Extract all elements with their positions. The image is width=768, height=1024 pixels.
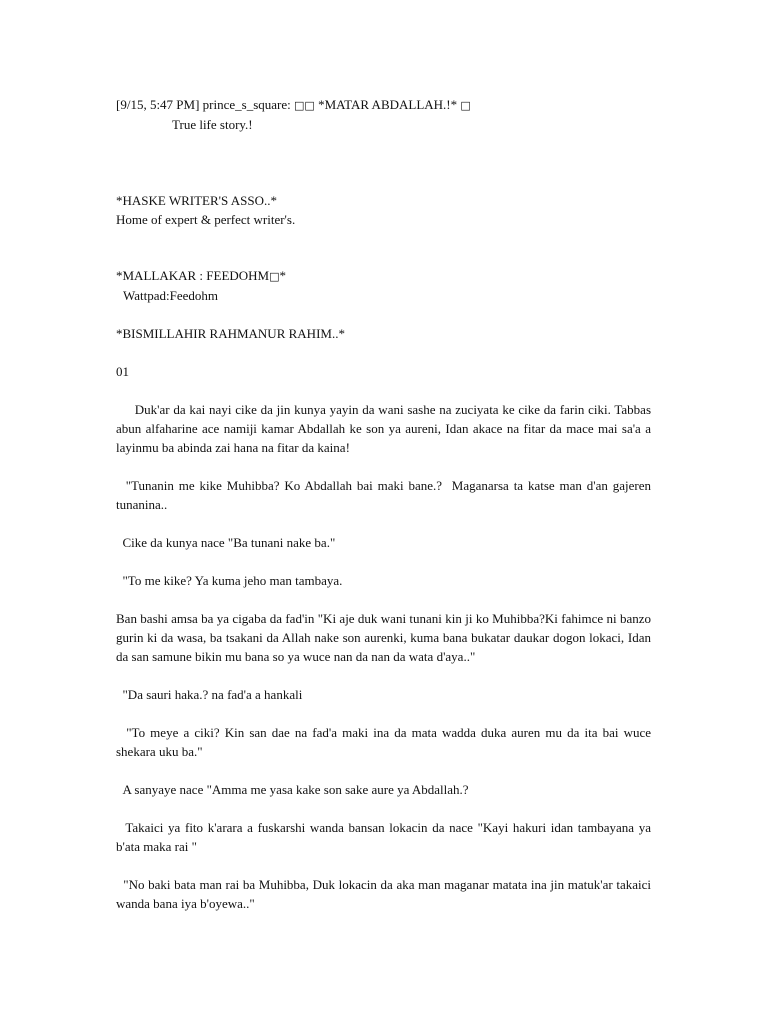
story-paragraph: Cike da kunya nace "Ba tunani nake ba." xyxy=(116,535,336,550)
header-line xyxy=(116,95,651,115)
story-subtitle: True life story.! xyxy=(172,117,253,132)
spacer xyxy=(116,457,651,476)
author-glyph-icon: □ xyxy=(269,270,280,283)
story-paragraph: "No baki bata man rai ba Muhibba, Duk lokacin da aka man maganar matata ina jin matuk'ar takaici wanda bana iya b'oyewa.." xyxy=(116,877,655,911)
story-paragraph: "To meye a ciki? Kin san dae na fad'a maki ina da mata wadda duka auren mu da ita bai wuce shekara uku ba." xyxy=(116,725,655,759)
spacer xyxy=(116,552,651,571)
story-paragraph: A sanyaye nace "Amma me yasa kake son sake aure ya Abdallah.? xyxy=(116,782,469,797)
association-tagline: Home of expert & perfect writer's. xyxy=(116,212,296,227)
title-glyph-icon: □□ xyxy=(294,99,315,112)
association-name: *HASKE WRITER'S ASSO..* xyxy=(116,193,278,208)
story-paragraph: "Da sauri haka.? na fad'a a hankali xyxy=(116,687,303,702)
timestamp-line: [9/15, 5:47 PM] prince_s_square: xyxy=(116,97,295,112)
story-paragraph: Takaici ya fito k'arara a fuskarshi wanda bansan lokacin da nace "Kayi hakuri idan tambayana ya b'ata maka rai " xyxy=(116,820,655,854)
title-end-glyph-icon: □ xyxy=(460,99,471,112)
spacer xyxy=(116,856,651,875)
basmala: *BISMILLAHIR RAHMANUR RAHIM..* xyxy=(116,326,345,341)
spacer xyxy=(116,229,651,266)
story-paragraph: "To me kike? Ya kuma jeho man tambaya. xyxy=(116,573,343,588)
story-title: *MATAR ABDALLAH.!* xyxy=(314,97,461,112)
spacer xyxy=(116,590,651,609)
story-paragraph: Duk'ar da kai nayi cike da jin kunya yayin da wani sashe na zuciyata ke cike da farin ciki. Tabbas abun alfaharine ace namiji kamar Abdallah ke son ya aureni, Idan akace na fitar da mace mai sa'a a layinmu ba abinda zai hana na fitar da kaina! xyxy=(116,402,655,455)
author-name: *MALLAKAR : FEEDOHM xyxy=(116,268,270,283)
document-page xyxy=(116,95,655,913)
story-paragraph: Ban bashi amsa ba ya cigaba da fad'in "Ki aje duk wani tunani kin ji ko Muhibba?Ki fahimce ni banzo gurin ki da wasa, ba tsakani da Allah nake son aurenki, kuma bana bukatar daukar dogon lokaci, Idan da san samune bikin mu bana so ya wuce nan da nan da wata d'aya.." xyxy=(116,611,655,664)
wattpad-handle: Wattpad:Feedohm xyxy=(123,288,218,303)
spacer xyxy=(116,666,651,685)
chapter-number: 01 xyxy=(116,364,129,379)
spacer xyxy=(116,704,651,723)
spacer xyxy=(116,305,651,324)
spacer xyxy=(116,514,651,533)
spacer xyxy=(116,799,651,818)
spacer xyxy=(116,343,651,362)
author-line-end: * xyxy=(279,268,287,283)
author-line xyxy=(116,266,651,286)
story-paragraph: "Tunanin me kike Muhibba? Ko Abdallah bai maki bane.? Maganarsa ta katse man d'an gajeren tunanina.. xyxy=(116,478,655,512)
spacer xyxy=(116,134,651,191)
spacer xyxy=(116,761,651,780)
spacer xyxy=(116,381,651,400)
